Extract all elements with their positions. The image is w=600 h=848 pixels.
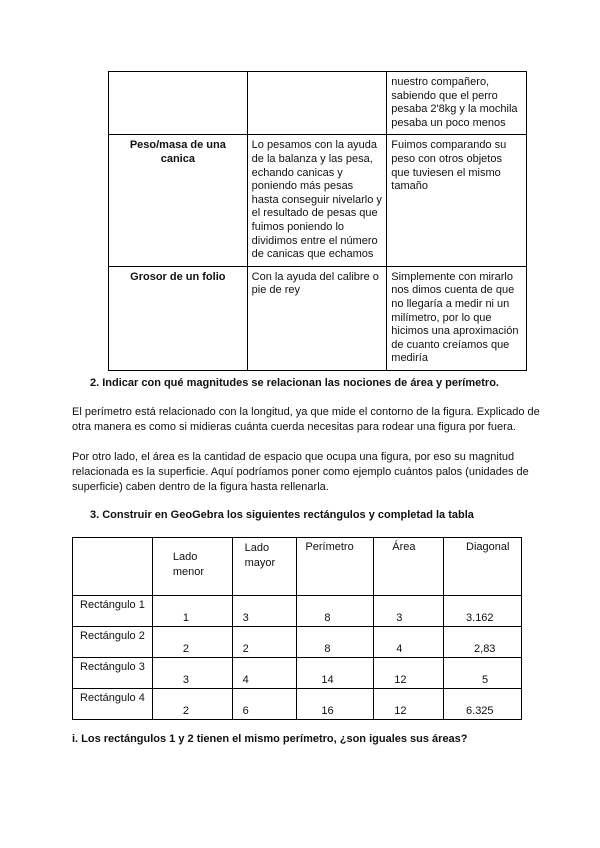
question-i-title: i. Los rectángulos 1 y 2 tienen el mismo perímetro, ¿son iguales sus áreas? [72,733,468,745]
lado-mayor-cell: 6 [232,689,297,720]
column-header: Área [374,538,444,596]
row-label: Peso/masa de una canica [109,135,248,266]
question-3-title: 3. Construir en GeoGebra los siguientes rectángulos y completad la tabla [90,509,474,521]
table-row [109,72,527,135]
rectangle-name: Rectángulo 3 [73,658,153,689]
diagonal-cell: 2,83 [444,627,522,658]
row-label: Grosor de un folio [109,266,248,370]
lado-menor-cell: 2 [152,689,232,720]
question-2-title: 2. Indicar con qué magnitudes se relacionan las nociones de área y perímetro. [90,377,499,389]
row-label [109,72,248,135]
method-cell: Lo pesamos con la ayuda de la balanza y las pesa, echando canicas y poniendo más pesas hasta conseguir nivelarlo y el resultado de pesas que fuimos poniendo lo dividimos entre el número de canicas que echamos [247,135,387,266]
perimetro-cell: 8 [297,596,374,627]
answer-paragraph-1: El perímetro está relacionado con la longitud, ya que mide el contorno de la figura. Explicado de otra manera es como si midieras cuánta cuerda necesitas para rodear una figura por fuera. [72,406,540,434]
area-cell: 3 [374,596,444,627]
area-cell: 12 [374,689,444,720]
rectangle-name: Rectángulo 1 [73,596,153,627]
estimate-cell: Simplemente con mirarlo nos dimos cuenta de que no llegaría a medir ni un milímetro, por lo que hicimos una aproximación de cuanto creíamos que mediría [387,266,527,370]
lado-menor-cell: 2 [152,627,232,658]
measurements-table [108,71,527,371]
diagonal-cell: 6.325 [444,689,522,720]
rectangles-table [72,537,522,720]
estimate-cell: Fuimos comparando su peso con otros objetos que tuviesen el mismo tamaño [387,135,527,266]
column-header: Lado menor [152,538,232,596]
answer-paragraph-2: Por otro lado, el área es la cantidad de espacio que ocupa una figura, por eso su magnitud relacionada es la superficie. Aquí podríamos poner como ejemplo cuántos palos (unidades de superficie) caben dentro de la figura hasta rellenarla. [72,451,529,494]
table-header-row [73,538,522,596]
diagonal-cell: 5 [444,658,522,689]
column-header: Perímetro [297,538,374,596]
table-row [73,658,522,689]
column-header: Diagonal [444,538,522,596]
estimate-cell: nuestro compañero, sabiendo que el perro pesaba 2'8kg y la mochila pesaba un poco menos [387,72,527,135]
diagonal-cell: 3.162 [444,596,522,627]
perimetro-cell: 16 [297,689,374,720]
lado-menor-cell: 1 [152,596,232,627]
area-cell: 4 [374,627,444,658]
lado-menor-cell: 3 [152,658,232,689]
method-cell: Con la ayuda del calibre o pie de rey [247,266,387,370]
lado-mayor-cell: 3 [232,596,297,627]
method-cell [247,72,387,135]
perimetro-cell: 14 [297,658,374,689]
column-header [73,538,153,596]
table-row [73,596,522,627]
column-header: Lado mayor [232,538,297,596]
rectangle-name: Rectángulo 2 [73,627,153,658]
table-row [73,689,522,720]
table-row [109,266,527,370]
rectangle-name: Rectángulo 4 [73,689,153,720]
lado-mayor-cell: 4 [232,658,297,689]
table-row [73,627,522,658]
lado-mayor-cell: 2 [232,627,297,658]
perimetro-cell: 8 [297,627,374,658]
table-row [109,135,527,266]
area-cell: 12 [374,658,444,689]
